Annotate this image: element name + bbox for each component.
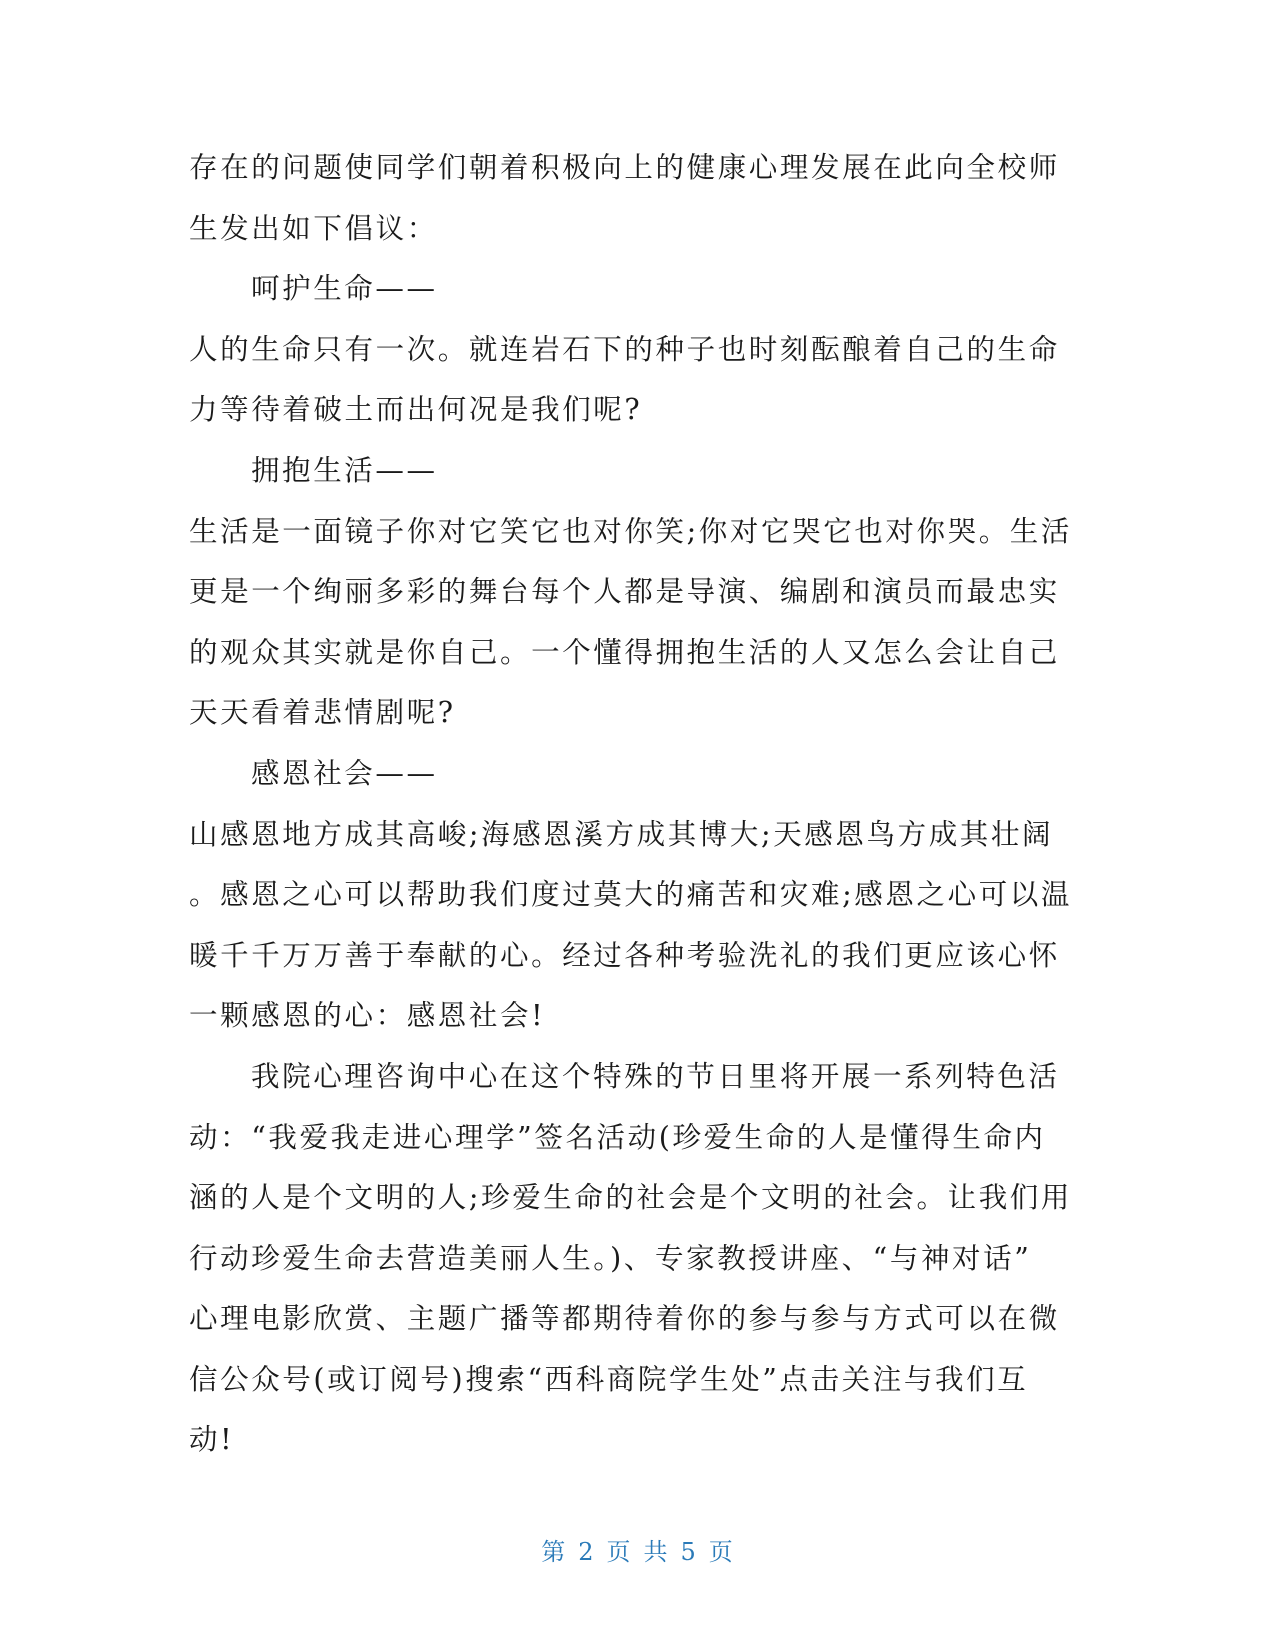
text-line: 涵的人是个文明的人;珍爱生命的社会是个文明的社会。让我们用 bbox=[189, 1181, 1073, 1215]
text-line: 呵护生命—— bbox=[251, 272, 438, 306]
text-line: 人的生命只有一次。就连岩石下的种子也时刻酝酿着自己的生命 bbox=[189, 332, 1060, 366]
page-footer bbox=[0, 1532, 1275, 1567]
text-line: 。感恩之心可以帮助我们度过莫大的痛苦和灾难;感恩之心可以温 bbox=[189, 878, 1073, 912]
text-line: 生活是一面镜子你对它笑它也对你笑;你对它哭它也对你哭。生活 bbox=[189, 514, 1073, 548]
footer-current-page: 2 bbox=[578, 1538, 595, 1566]
text-line: 动! bbox=[189, 1423, 235, 1457]
text-line: 拥抱生活—— bbox=[251, 453, 438, 487]
text-line: 山感恩地方成其高峻;海感恩溪方成其博大;天感恩鸟方成其壮阔 bbox=[189, 817, 1054, 851]
footer-suffix: 页 bbox=[708, 1538, 734, 1566]
footer-prefix: 第 bbox=[541, 1538, 567, 1566]
document-body bbox=[189, 138, 1089, 1471]
text-line: 力等待着破土而出何况是我们呢? bbox=[189, 393, 643, 427]
text-line: 存在的问题使同学们朝着积极向上的健康心理发展在此向全校师 bbox=[189, 151, 1060, 184]
footer-total-pages: 5 bbox=[680, 1538, 697, 1566]
text-line: 暖千千万万善于奉献的心。经过各种考验洗礼的我们更应该心怀 bbox=[189, 938, 1060, 972]
text-line: 感恩社会—— bbox=[251, 756, 438, 790]
text-line: 的观众其实就是你自己。一个懂得拥抱生活的人又怎么会让自己 bbox=[189, 635, 1060, 669]
text-line: 生发出如下倡议： bbox=[189, 211, 438, 245]
text-line: 信公众号(或订阅号)搜索“西科商院学生处”点击关注与我们互 bbox=[189, 1362, 1029, 1396]
text-line: 我院心理咨询中心在这个特殊的节日里将开展一系列特色活 bbox=[251, 1059, 1060, 1093]
text-line: 更是一个绚丽多彩的舞台每个人都是导演、编剧和演员而最忠实 bbox=[189, 575, 1060, 609]
text-line: 动：“我爱我走进心理学”签名活动(珍爱生命的人是懂得生命内 bbox=[189, 1120, 1046, 1154]
text-line: 天天看着悲情剧呢? bbox=[189, 696, 456, 730]
text-line: 心理电影欣赏、主题广播等都期待着你的参与参与方式可以在微 bbox=[189, 1302, 1060, 1336]
text-line: 行动珍爱生命去营造美丽人生。)、专家教授讲座、“与神对话” bbox=[189, 1241, 1032, 1275]
footer-total-word: 共 bbox=[643, 1538, 669, 1566]
footer-page-word: 页 bbox=[606, 1538, 632, 1566]
text-line: 一颗感恩的心：感恩社会! bbox=[189, 999, 546, 1033]
